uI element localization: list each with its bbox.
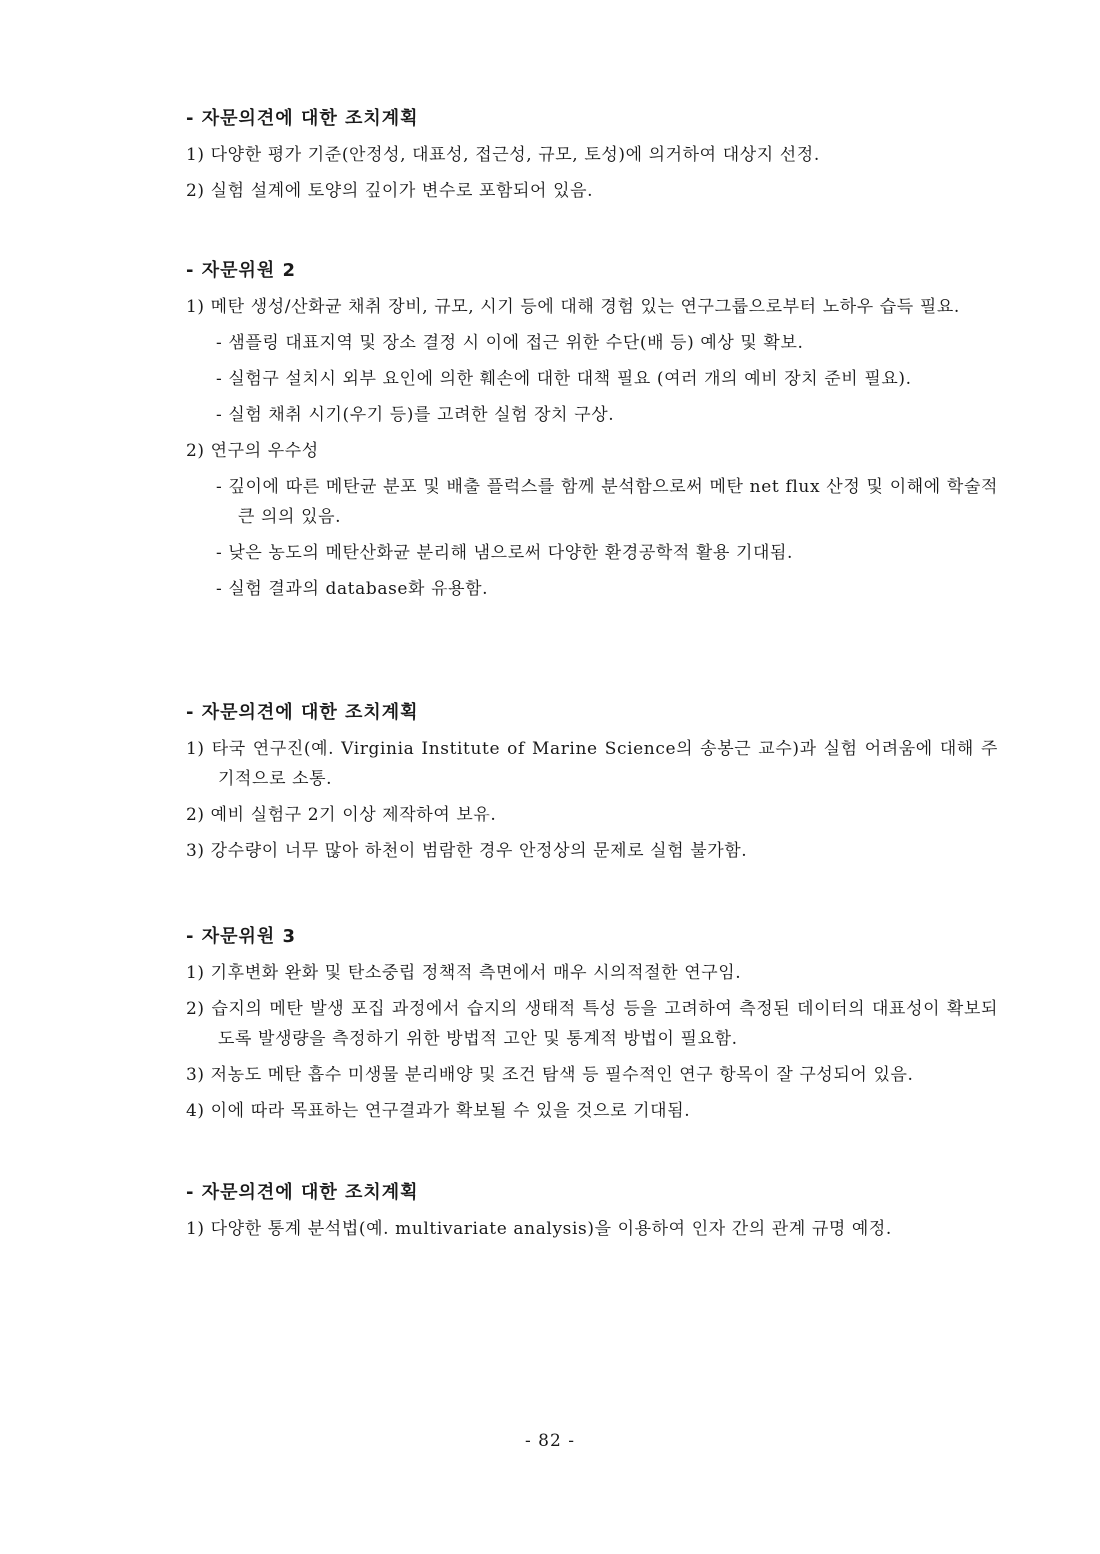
sub-item: - 낮은 농도의 메탄산화균 분리해 냄으로써 다양한 환경공학적 활용 기대됨.: [216, 543, 794, 563]
section-heading: - 자문위원 3: [186, 926, 297, 947]
section-advisor-3: [186, 922, 998, 1132]
section-response-plan-3: [186, 1178, 998, 1250]
numbered-item: 2) 실험 설계에 토양의 깊이가 변수로 포함되어 있음.: [186, 181, 594, 201]
sub-item: - 깊이에 따른 메탄균 분포 및 배출 플럭스를 함께 분석함으로써 메탄 net flux 산정 및 이해에 학술적 큰 의의 있음.: [216, 477, 998, 527]
numbered-item: 1) 다양한 통계 분석법(예. multivariate analysis)을 이용하여 인자 간의 관계 규명 예정.: [186, 1219, 892, 1239]
page-number: - 82 -: [525, 1431, 575, 1451]
numbered-item: 2) 습지의 메탄 발생 포집 과정에서 습지의 생태적 특성 등을 고려하여 측정된 데이터의 대표성이 확보되도록 발생량을 측정하기 위한 방법적 고안 및 통계적 방법이 필요함.: [186, 999, 998, 1049]
section-heading: - 자문의견에 대한 조치계획: [186, 1182, 419, 1203]
sub-item: - 실험구 설치시 외부 요인에 의한 훼손에 대한 대책 필요 (여러 개의 예비 장치 준비 필요).: [216, 369, 912, 389]
section-response-plan-2: [186, 698, 998, 872]
numbered-item: 3) 저농도 메탄 흡수 미생물 분리배양 및 조건 탐색 등 필수적인 연구 항목이 잘 구성되어 있음.: [186, 1065, 914, 1085]
numbered-item: 2) 예비 실험구 2기 이상 제작하여 보유.: [186, 805, 497, 825]
section-heading: - 자문의견에 대한 조치계획: [186, 108, 419, 129]
numbered-item: 4) 이에 따라 목표하는 연구결과가 확보될 수 있을 것으로 기대됨.: [186, 1101, 691, 1121]
section-heading: - 자문의견에 대한 조치계획: [186, 702, 419, 723]
sub-item: - 실험 결과의 database화 유용함.: [216, 579, 489, 599]
numbered-item: 1) 다양한 평가 기준(안정성, 대표성, 접근성, 규모, 토성)에 의거하여 대상지 선정.: [186, 145, 820, 165]
numbered-item: 1) 메탄 생성/산화균 채취 장비, 규모, 시기 등에 대해 경험 있는 연구그룹으로부터 노하우 습득 필요.: [186, 297, 960, 317]
numbered-item: 2) 연구의 우수성: [186, 441, 319, 461]
numbered-item: 1) 기후변화 완화 및 탄소중립 정책적 측면에서 매우 시의적절한 연구임.: [186, 963, 742, 983]
sub-item: - 실험 채취 시기(우기 등)를 고려한 실험 장치 구상.: [216, 405, 615, 425]
section-response-plan-1: [186, 104, 998, 212]
section-advisor-2: [186, 256, 998, 610]
section-heading: - 자문위원 2: [186, 260, 297, 281]
numbered-item: 1) 타국 연구진(예. Virginia Institute of Marine Science의 송봉근 교수)과 실험 어려움에 대해 주기적으로 소통.: [186, 739, 998, 789]
sub-item: - 샘플링 대표지역 및 장소 결정 시 이에 접근 위한 수단(배 등) 예상 및 확보.: [216, 333, 804, 353]
numbered-item: 3) 강수량이 너무 많아 하천이 범람한 경우 안정상의 문제로 실험 불가함.: [186, 841, 748, 861]
